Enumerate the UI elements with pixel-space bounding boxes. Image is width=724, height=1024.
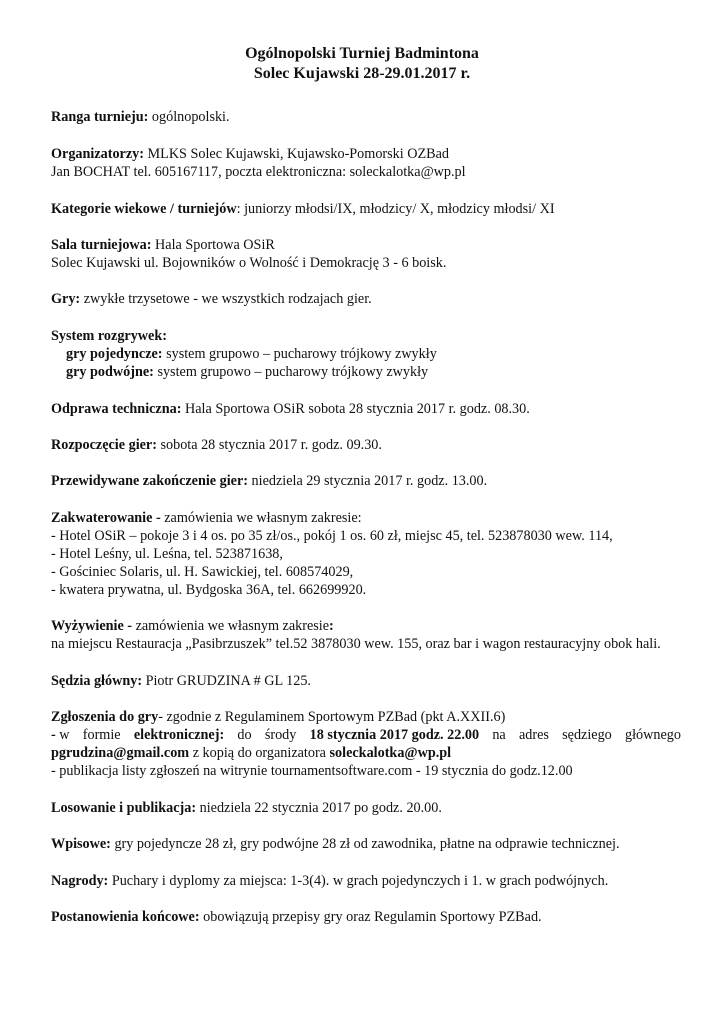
system-item-value: system grupowo – pucharowy trójkowy zwykły [153, 364, 429, 380]
postanowienia-label: Postanowienia końcowe: [51, 909, 200, 925]
zakwaterowanie-item: - kwatera prywatna, ul. Bydgoska 36A, tel. 662699920. [51, 582, 367, 598]
zgloszenia-word: głównego [625, 727, 681, 743]
document-subtitle: Solec Kujawski 28-29.01.2017 r. [253, 65, 471, 82]
nagrody-value: Puchary i dyplomy za miejsca: 1-3(4). w grach pojedynczych i 1. w grach podwójnych. [108, 873, 609, 889]
system-item-doubles [66, 363, 696, 382]
kategorie-label: Kategorie wiekowe / turniejów [51, 201, 237, 217]
zakonczenie-value: niedziela 29 stycznia 2017 r. godz. 13.00. [248, 473, 488, 489]
zakonczenie-label: Przewidywane zakończenie gier: [51, 473, 248, 489]
sala-address: Solec Kujawski ul. Bojowników o Wolność i Demokrację 3 - 6 boisk. [51, 255, 447, 271]
sedzia-line [51, 672, 681, 691]
gry-line [51, 290, 681, 309]
zgloszenia-word: środy [264, 727, 297, 743]
wpisowe-value: gry pojedyncze 28 zł, gry podwójne 28 zł od zawodnika, płatne na odprawie technicznej. [110, 836, 620, 852]
odprawa-line [51, 400, 681, 419]
document-title: Ogólnopolski Turniej Badmintona [245, 45, 479, 62]
odprawa-label: Odprawa techniczna: [51, 401, 182, 417]
zakwaterowanie-label: Zakwaterowanie - [51, 510, 161, 526]
zgloszenia-copy-text: z kopią do organizatora [189, 745, 330, 761]
system-item-label: gry podwójne: [66, 364, 154, 380]
losowanie-label: Losowanie i publikacja: [51, 800, 197, 816]
zakwaterowanie-line [51, 509, 681, 528]
zgloszenia-line [51, 708, 681, 727]
zgloszenia-deadline: 18 stycznia 2017 godz. 22.00 [309, 727, 480, 743]
losowanie-value: niedziela 22 stycznia 2017 po godz. 20.00. [196, 800, 442, 816]
zgloszenia-word: formie [82, 727, 121, 743]
system-item-singles [66, 345, 696, 364]
organizatorzy-line [51, 145, 681, 164]
kategorie-value: : juniorzy młodsi/IX, młodzicy/ X, młodzicy młodsi/ XI [236, 201, 555, 217]
wpisowe-label: Wpisowe: [51, 836, 111, 852]
zakwaterowanie-item: - Gościniec Solaris, ul. H. Sawickiej, tel. 608574029, [51, 564, 354, 580]
kategorie-line [51, 200, 681, 219]
zgloszenia-label: Zgłoszenia do gry [51, 709, 159, 725]
organizatorzy-contact: Jan BOCHAT tel. 605167117, poczta elektroniczna: soleckalotka@wp.pl [51, 164, 466, 180]
sala-line [51, 236, 681, 255]
wpisowe-line [51, 835, 681, 854]
odprawa-value: Hala Sportowa OSiR sobota 28 stycznia 2017 r. godz. 08.30. [181, 401, 530, 417]
ranga-label: Ranga turnieju: [51, 109, 149, 125]
zgloszenia-word: sędziego [562, 727, 612, 743]
losowanie-line [51, 799, 681, 818]
organizer-email: soleckalotka@wp.pl [329, 745, 452, 761]
wyzywienie-label: Wyżywienie - [51, 618, 133, 634]
system-label: System rozgrywek: [51, 328, 167, 344]
wyzywienie-colon: : [329, 618, 334, 634]
zgloszenia-publication: - publikacja listy zgłoszeń na witrynie tournamentsoftware.com - 19 stycznia do godz.12.00 [51, 763, 573, 779]
zgloszenia-word: na [492, 727, 506, 743]
zgloszenia-word: elektronicznej: [133, 727, 225, 743]
nagrody-label: Nagrody: [51, 873, 109, 889]
referee-email: pgrudzina@gmail.com [51, 745, 190, 761]
zgloszenia-email-line [51, 744, 681, 763]
postanowienia-value: obowiązują przepisy gry oraz Regulamin Sportowy PZBad. [199, 909, 542, 925]
sedzia-label: Sędzia główny: [51, 673, 143, 689]
zakwaterowanie-value: zamówienia we własnym zakresie: [160, 510, 362, 526]
system-item-label: gry pojedyncze: [66, 346, 163, 362]
nagrody-line [51, 872, 681, 891]
sala-value: Hala Sportowa OSiR [151, 237, 275, 253]
zakwaterowanie-item: - Hotel Leśny, ul. Leśna, tel. 523871638, [51, 546, 283, 562]
ranga-line [51, 108, 681, 127]
sala-label: Sala turniejowa: [51, 237, 152, 253]
zgloszenia-word: do [237, 727, 252, 743]
ranga-value: ogólnopolski. [148, 109, 230, 125]
zgloszenia-form-line [51, 726, 681, 745]
rozpoczecie-label: Rozpoczęcie gier: [51, 437, 157, 453]
wyzywienie-line [51, 617, 681, 636]
gry-value: zwykłe trzysetowe - we wszystkich rodzajach gier. [80, 291, 372, 307]
organizatorzy-value: MLKS Solec Kujawski, Kujawsko-Pomorski OZBad [143, 146, 450, 162]
zgloszenia-word: - w [51, 727, 70, 743]
zgloszenia-word: adres [518, 727, 549, 743]
postanowienia-line [51, 908, 681, 927]
wyzywienie-details: na miejscu Restauracja „Pasibrzuszek” tel.52 3878030 wew. 155, oraz bar i wagon restauracyjny obok hali. [51, 636, 661, 652]
rozpoczecie-value: sobota 28 stycznia 2017 r. godz. 09.30. [156, 437, 382, 453]
system-item-value: system grupowo – pucharowy trójkowy zwykły [162, 346, 437, 362]
zakwaterowanie-item: - Hotel OSiR – pokoje 3 i 4 os. po 35 zł/os., pokój 1 os. 60 zł, miejsc 45, tel. 523878030 wew. 114, [51, 528, 613, 544]
organizatorzy-label: Organizatorzy: [51, 146, 144, 162]
zakonczenie-line [51, 472, 681, 491]
zgloszenia-value: - zgodnie z Regulaminem Sportowym PZBad (pkt A.XXII.6) [158, 709, 506, 725]
gry-label: Gry: [51, 291, 81, 307]
sedzia-value: Piotr GRUDZINA # GL 125. [142, 673, 311, 689]
wyzywienie-value: zamówienia we własnym zakresie [132, 618, 330, 634]
rozpoczecie-line [51, 436, 681, 455]
